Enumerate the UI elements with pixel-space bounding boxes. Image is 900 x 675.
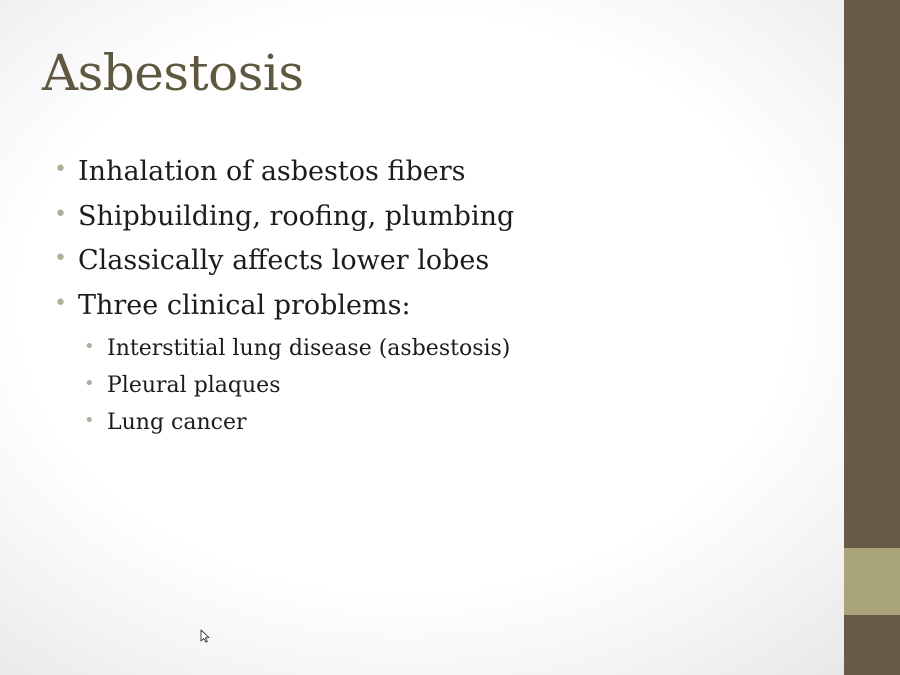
bullet-text: Three clinical problems: [78, 289, 411, 321]
sub-bullet-item [82, 410, 510, 447]
slide-title: Asbestosis [42, 44, 304, 102]
bullet-item [52, 156, 514, 201]
bullet-dot-icon: • [54, 290, 67, 316]
sub-bullet-text: Lung cancer [107, 410, 247, 435]
bullet-text: Shipbuilding, roofing, plumbing [78, 200, 515, 232]
sub-bullet-item [82, 336, 510, 373]
sub-bullet-list [82, 336, 510, 447]
bullet-dot-icon: • [54, 157, 67, 182]
slide-sidebar [844, 0, 900, 675]
bullet-text: Classically affects lower lobes [78, 245, 490, 276]
bullet-text: Inhalation of asbestos fibers [78, 156, 466, 187]
bullet-dot-icon: • [84, 373, 95, 394]
bullet-item [52, 290, 514, 335]
bullet-dot-icon: • [54, 201, 67, 227]
sub-bullet-text: Pleural plaques [107, 373, 281, 398]
sub-bullet-item [82, 373, 510, 410]
bullet-dot-icon: • [54, 246, 67, 271]
bullet-list [52, 156, 514, 334]
mouse-pointer-icon [200, 629, 210, 643]
bullet-dot-icon: • [84, 336, 95, 357]
sub-bullet-text: Interstitial lung disease (asbestosis) [107, 336, 511, 361]
bullet-dot-icon: • [84, 410, 95, 431]
sidebar-accent-block [844, 548, 900, 615]
bullet-item [52, 245, 514, 290]
bullet-item [52, 201, 514, 246]
